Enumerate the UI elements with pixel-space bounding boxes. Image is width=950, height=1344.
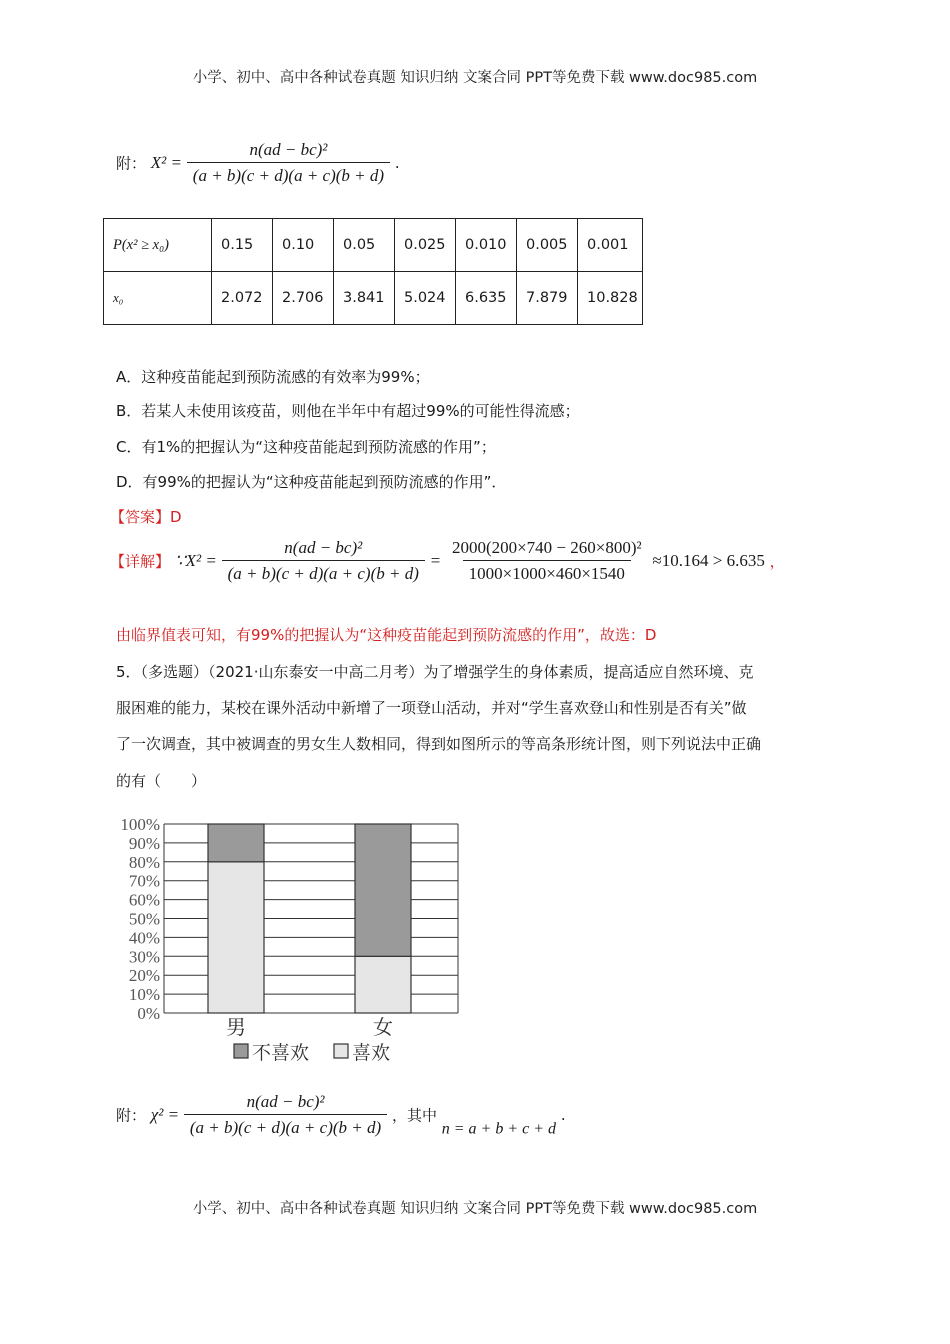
- table-cell: 0.025: [395, 219, 456, 272]
- formula-prefix: 附：: [116, 154, 147, 173]
- detail-fraction: [222, 538, 425, 584]
- y-tick-label: 30%: [128, 947, 160, 967]
- table-row-label: P(x² ≥ x₀): [104, 219, 212, 272]
- table-cell: 5.024: [395, 272, 456, 325]
- y-tick-label: 60%: [128, 890, 160, 910]
- y-tick-label: 80%: [128, 852, 160, 872]
- y-tick-label: 50%: [128, 909, 160, 929]
- formula2-lhs: χ² =: [150, 1105, 180, 1124]
- option-a: A．这种疫苗能起到预防流感的有效率为99%；: [116, 368, 430, 386]
- formula-lhs: X² =: [150, 153, 182, 172]
- question-line: 5．（多选题）（2021·山东泰安一中高二月考）为了增强学生的身体素质，提高适应自然环境、克: [116, 663, 754, 681]
- detail-eq: =: [429, 551, 442, 570]
- table-cell: 3.841: [334, 272, 395, 325]
- table-cell: 10.828: [578, 272, 643, 325]
- detail-label: 【详解】: [110, 552, 171, 571]
- table-cell: 0.15: [212, 219, 273, 272]
- y-tick-label: 100%: [120, 815, 160, 834]
- y-tick-label: 0%: [137, 1004, 160, 1023]
- formula-fraction: [187, 140, 390, 186]
- option-c: C．有1%的把握认为“这种疫苗能起到预防流感的作用”；: [116, 438, 496, 456]
- formula2-prefix: 附：: [116, 1106, 147, 1125]
- bar-喜欢: [355, 956, 411, 1013]
- stacked-bar-chart: [110, 812, 470, 1070]
- detail-fraction-numeric: [446, 538, 648, 584]
- x-category-label: 男: [226, 1015, 246, 1039]
- answer-label: 【答案】D: [110, 508, 182, 526]
- formula-suffix: .: [394, 154, 400, 172]
- y-tick-label: 10%: [128, 985, 160, 1005]
- table-cell: 0.005: [517, 219, 578, 272]
- option-d: D．有99%的把握认为“这种疫苗能起到预防流感的作用”．: [116, 473, 507, 491]
- detail-numerator: n(ad − bc)²: [284, 538, 363, 557]
- table-row: [104, 219, 643, 272]
- formula2-numerator: n(ad − bc)²: [246, 1092, 325, 1111]
- formula-chi-square-2: [116, 1092, 566, 1139]
- formula-chi-square: [116, 140, 400, 186]
- detail-tail: ，: [769, 552, 785, 571]
- detail-result: ≈10.164 > 6.635: [652, 551, 765, 570]
- legend-label: 不喜欢: [252, 1042, 310, 1064]
- table-cell: 0.010: [456, 219, 517, 272]
- page-header: 小学、初中、高中各种试卷真题 知识归纳 文案合同 PPT等免费下载 www.doc985.com: [192, 70, 758, 86]
- table-cell: 7.879: [517, 272, 578, 325]
- y-tick-label: 70%: [128, 871, 160, 891]
- table-row-label: x₀: [104, 272, 212, 325]
- detail-numerator-numeric: 2000(200×740 − 260×800)²: [451, 538, 642, 557]
- x-category-label: 女: [373, 1015, 393, 1039]
- detail-denominator-numeric: 1000×1000×460×1540: [463, 560, 631, 584]
- critical-value-table: [103, 218, 643, 325]
- legend-label: 喜欢: [352, 1042, 391, 1064]
- page-footer: 小学、初中、高中各种试卷真题 知识归纳 文案合同 PPT等免费下载 www.doc985.com: [192, 1201, 758, 1217]
- bar-不喜欢: [355, 824, 411, 956]
- legend-swatch: [234, 1044, 248, 1058]
- formula2-denominator: (a + b)(c + d)(a + c)(b + d): [184, 1114, 387, 1138]
- formula2-fraction: [184, 1092, 387, 1138]
- table-cell: 0.05: [334, 219, 395, 272]
- y-tick-label: 20%: [128, 966, 160, 986]
- table-cell: 2.072: [212, 272, 273, 325]
- bar-不喜欢: [208, 824, 264, 862]
- formula2-middle: ，其中: [391, 1106, 437, 1125]
- formula2-suffix: .: [560, 1106, 566, 1124]
- bar-喜欢: [208, 862, 264, 1013]
- question-line: 服困难的能力，某校在课外活动中新增了一项登山活动，并对“学生喜欢登山和性别是否有关”做: [116, 699, 747, 717]
- formula-numerator: n(ad − bc)²: [249, 140, 328, 159]
- table-cell: 0.001: [578, 219, 643, 272]
- detail-conclusion: 由临界值表可知，有99%的把握认为“这种疫苗能起到预防流感的作用”，故选：D: [116, 626, 657, 644]
- question-line: 了一次调查，其中被调查的男女生人数相同，得到如图所示的等高条形统计图，则下列说法中正确: [116, 735, 762, 753]
- detail-lhs: ∵X² =: [174, 551, 217, 570]
- table-row: [104, 272, 643, 325]
- legend-swatch: [334, 1044, 348, 1058]
- table-cell: 2.706: [273, 272, 334, 325]
- question-line: 的有（ ）: [116, 772, 207, 790]
- y-tick-label: 40%: [128, 928, 160, 948]
- y-tick-label: 90%: [128, 833, 160, 853]
- table-cell: 6.635: [456, 272, 517, 325]
- detail-formula: [110, 538, 785, 584]
- formula2-n-def: n = a + b + c + d: [441, 1120, 557, 1138]
- table-cell: 0.10: [273, 219, 334, 272]
- formula-denominator: (a + b)(c + d)(a + c)(b + d): [187, 162, 390, 186]
- detail-denominator: (a + b)(c + d)(a + c)(b + d): [222, 560, 425, 584]
- option-b: B．若某人未使用该疫苗，则他在半年中有超过99%的可能性得流感；: [116, 402, 580, 420]
